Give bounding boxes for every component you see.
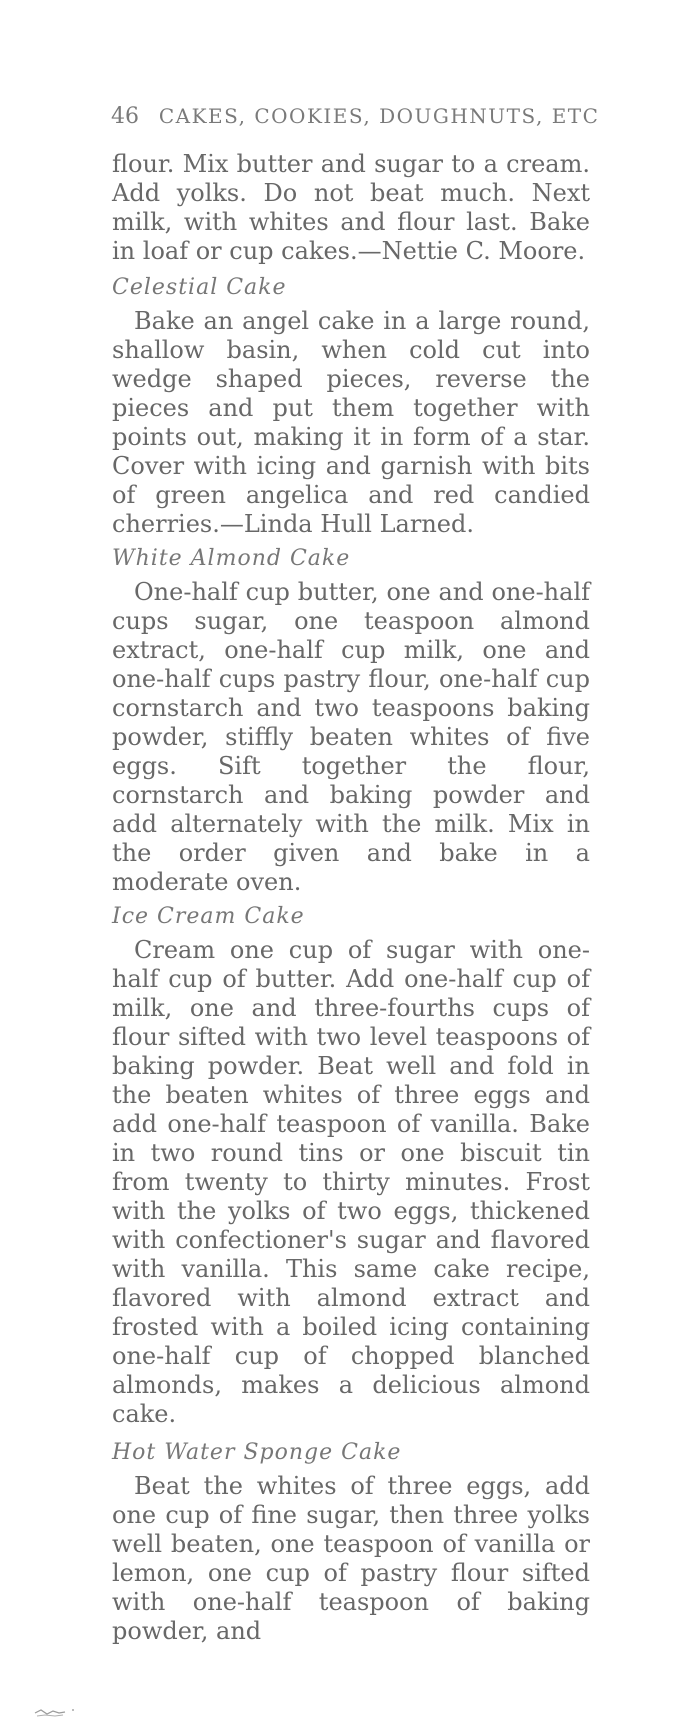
- recipe-body-celestial-cake: Bake an angel cake in a large round, shallow basin, when cold cut into wedge shaped pieces, reverse the pieces and put them together with points out, making it in form of a star. Cover with icing and garnish with bits of green angelica and red candied cherries.—Linda Hull Larned.: [112, 307, 590, 538]
- text-column: [112, 150, 590, 1646]
- running-head-title: CAKES, COOKIES, DOUGHNUTS, ETC: [158, 104, 600, 128]
- running-head: [111, 104, 600, 129]
- page-number: 46: [111, 104, 139, 129]
- continuation-paragraph: flour. Mix butter and sugar to a cream. Add yolks. Do not beat much. Next milk, with whites and flour last. Bake in loaf or cup cakes.—Nettie C. Moore.: [112, 150, 590, 265]
- recipe-title-hot-water-sponge-cake: Hot Water Sponge Cake: [112, 1440, 402, 1465]
- recipe-title-white-almond-cake: White Almond Cake: [112, 546, 351, 571]
- recipe-title-celestial-cake: Celestial Cake: [112, 275, 287, 300]
- recipe-body-hot-water-sponge-cake: Beat the whites of three eggs, add one cup of fine sugar, then three yolks well beaten, one teaspoon of vanilla or lemon, one cup of pastry flour sifted with one-half teaspoon of baking powder, and: [112, 1472, 590, 1645]
- recipe-body-white-almond-cake: One-half cup butter, one and one-half cups sugar, one teaspoon almond extract, one-half cup milk, one and one-half cups pastry flour, one-half cup cornstarch and two teaspoons baking powder, stiffly beaten whites of five eggs. Sift together the flour, cornstarch and baking powder and add alternately with the milk. Mix in the order given and bake in a moderate oven.: [112, 578, 590, 896]
- scan-mark-icon: [33, 1704, 83, 1718]
- recipe-title-ice-cream-cake: Ice Cream Cake: [112, 904, 305, 929]
- recipe-body-ice-cream-cake: Cream one cup of sugar with one-half cup of butter. Add one-half cup of milk, one and three-fourths cups of flour sifted with two level teaspoons of baking powder. Beat well and fold in the beaten whites of three eggs and add one-half teaspoon of vanilla. Bake in two round tins or one biscuit tin from twenty to thirty minutes. Frost with the yolks of two eggs, thickened with confectioner's sugar and flavored with vanilla. This same cake recipe, flavored with almond extract and frosted with a boiled icing containing one-half cup of chopped blanched almonds, makes a delicious almond cake.: [112, 936, 590, 1428]
